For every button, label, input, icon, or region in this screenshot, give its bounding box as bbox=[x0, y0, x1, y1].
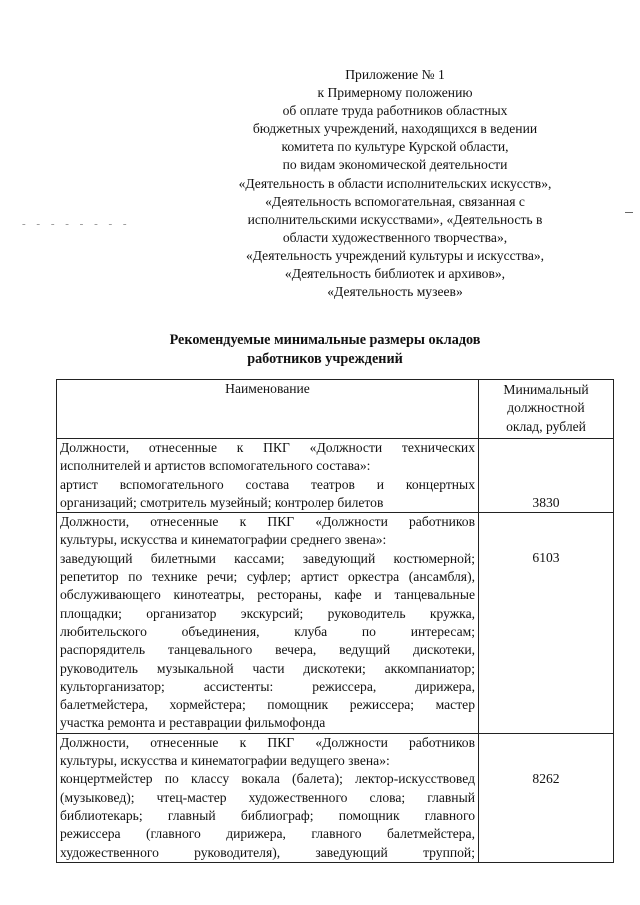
table-row bbox=[57, 439, 614, 513]
row-text-line: культуры, искусства и кинематографии среднего звена»: bbox=[60, 532, 387, 548]
row-text-line: площадки; организатор экскурсий; руководитель кружка, bbox=[60, 605, 475, 621]
appendix-line: Приложение № 1 bbox=[345, 67, 445, 82]
appendix-line: исполнительскими искусствами», «Деятельность в bbox=[247, 211, 543, 227]
scan-artifact-dashes: - - - - - - - - bbox=[22, 218, 131, 230]
row-salary-cell bbox=[479, 733, 614, 862]
appendix-line: по видам экономической деятельности bbox=[282, 157, 508, 173]
heading-line-2: работников учреждений bbox=[247, 351, 403, 367]
row-name-cell bbox=[57, 513, 479, 734]
row-text-line: культуры, искусства и кинематографии ведущего звена»: bbox=[60, 753, 390, 769]
row-text-line: культорганизатор; ассистенты: режиссера, дирижера, bbox=[60, 678, 475, 694]
heading-line-1: Рекомендуемые минимальные размеры окладов bbox=[169, 332, 481, 348]
row-name-cell bbox=[57, 733, 479, 862]
row-text-line: балетмейстера, хормейстера; помощник режиссера; мастер bbox=[60, 697, 475, 713]
row-text-line: заведующий билетными кассами; заведующий костюмерной; bbox=[60, 550, 475, 566]
table-header-row bbox=[57, 380, 614, 439]
header-salary-line: должностной bbox=[507, 400, 585, 416]
scan-artifact-mark bbox=[625, 212, 633, 213]
row-text-line: режиссера (главного дирижера, главного балетмейстера, bbox=[60, 826, 475, 842]
appendix-line: «Деятельность библиотек и архивов», bbox=[284, 266, 506, 282]
appendix-line: комитета по культуре Курской области, bbox=[281, 139, 509, 155]
row-salary-value: 3830 bbox=[532, 494, 560, 510]
row-text-line: библиотекарь; главный библиограф; помощник главного bbox=[60, 807, 475, 823]
appendix-line: «Деятельность учреждений культуры и искусства», bbox=[245, 247, 545, 263]
row-text-line: концертмейстер по классу вокала (балета); лектор-искусствовед bbox=[60, 771, 475, 787]
appendix-line: к Примерному положению bbox=[317, 85, 473, 101]
table-row bbox=[57, 733, 614, 862]
header-salary-cell bbox=[479, 380, 614, 439]
appendix-line: «Деятельность в области исполнительских искусств», bbox=[238, 175, 552, 191]
row-text-line: участка ремонта и реставрации фильмофонда bbox=[60, 715, 326, 731]
header-salary-line: Минимальный bbox=[503, 382, 589, 397]
row-salary-value: 8262 bbox=[532, 770, 560, 786]
row-text-line: любительского объединения, клуба по интересам; bbox=[60, 623, 475, 639]
header-salary-line: оклад, рублей bbox=[506, 418, 586, 434]
appendix-line: об оплате труда работников областных bbox=[282, 103, 508, 119]
appendix-header bbox=[210, 66, 580, 301]
appendix-line: области художественного творчества», bbox=[282, 229, 508, 245]
row-text-line: организаций; смотритель музейный; контролер билетов bbox=[60, 494, 384, 510]
row-salary-value: 6103 bbox=[532, 550, 560, 566]
header-name-label: Наименование bbox=[225, 381, 310, 396]
row-text-line: распорядитель танцевального вечера, ведущий дискотеки, bbox=[60, 642, 475, 658]
row-text-line: Должности, отнесенные к ПКГ «Должности технических bbox=[60, 440, 475, 455]
header-name-cell bbox=[57, 380, 479, 439]
row-text-line: Должности, отнесенные к ПКГ «Должности работников bbox=[60, 514, 475, 530]
row-text-line: исполнителей и артистов вспомогательного состава»: bbox=[60, 458, 371, 474]
appendix-line: «Деятельность вспомогательная, связанная с bbox=[265, 193, 525, 209]
row-salary-cell bbox=[479, 439, 614, 513]
appendix-line: «Деятельность музеев» bbox=[327, 284, 463, 300]
table-row bbox=[57, 513, 614, 734]
salary-table bbox=[56, 379, 614, 863]
row-name-cell bbox=[57, 439, 479, 513]
row-text-line: руководитель музыкальной части дискотеки; аккомпаниатор; bbox=[60, 660, 475, 676]
row-text-line: обслуживающего кинотеатры, рестораны, кафе и танцевальные bbox=[60, 587, 475, 603]
appendix-line: бюджетных учреждений, находящихся в ведении bbox=[252, 121, 538, 137]
row-text-line: (музыковед); чтец-мастер художественного слова; главный bbox=[60, 789, 475, 805]
row-text-line: художественного руководителя), заведующий труппой; bbox=[60, 844, 475, 860]
row-salary-cell bbox=[479, 513, 614, 734]
table-heading bbox=[120, 331, 530, 369]
row-text-line: репетитор по технике речи; суфлер; артист оркестра (ансамбля), bbox=[60, 569, 475, 585]
row-text-line: Должности, отнесенные к ПКГ «Должности работников bbox=[60, 734, 475, 750]
row-text-line: артист вспомогательного состава театров и концертных bbox=[60, 476, 475, 492]
